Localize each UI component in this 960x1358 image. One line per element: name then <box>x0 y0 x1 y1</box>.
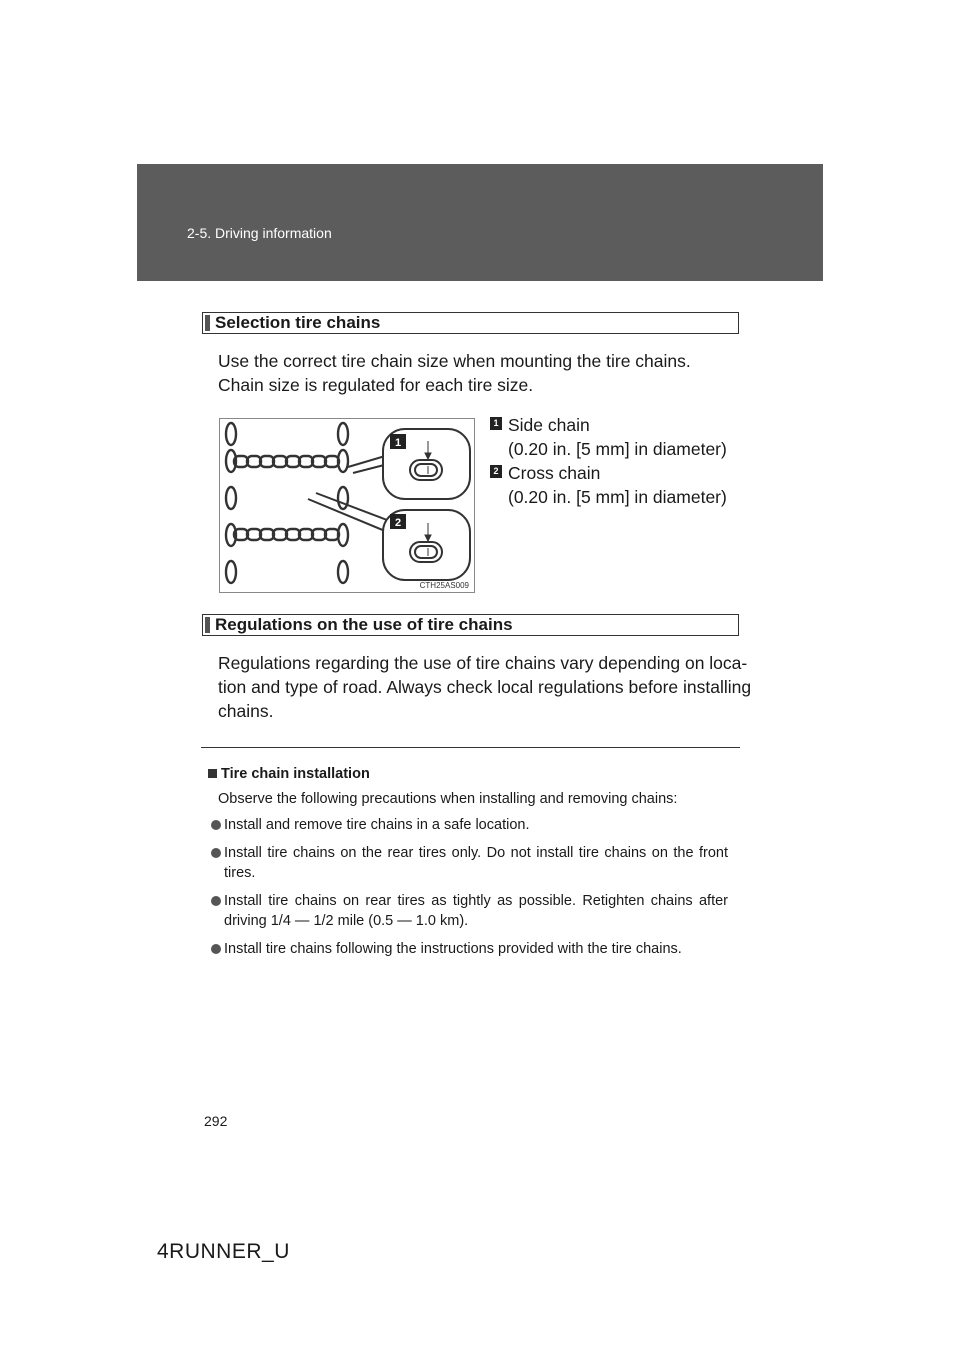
regulations-line-1: Regulations regarding the use of tire chains vary depending on loca- <box>218 653 748 673</box>
note-intro: Observe the following precautions when installing and removing chains: <box>218 791 678 807</box>
list-item <box>208 843 728 883</box>
divider <box>201 747 740 748</box>
bullet-icon <box>211 896 221 906</box>
fig-badge-2: 2 <box>394 517 402 529</box>
figure-code: CTH25AS009 <box>419 581 469 590</box>
callout-2-line-1: Cross chain <box>508 463 601 483</box>
bullet-icon <box>211 820 221 830</box>
regulations-line-3: chains. <box>218 701 274 721</box>
bullet-text: Install and remove tire chains in a safe location. <box>224 817 530 833</box>
bullet-icon <box>211 944 221 954</box>
square-bullet-icon <box>208 769 217 778</box>
callout-badge-2: 2 <box>490 465 502 478</box>
bullet-text: Install tire chains on rear tires as tightly as possible. Retighten chains after driving 1/4 — 1/2 mile (0.5 — 1.0 km). <box>224 893 728 929</box>
note-title-text: Tire chain installation <box>221 766 370 782</box>
section-title: 2-5. Driving information <box>187 225 332 241</box>
callout-1-line-2: (0.20 in. [5 mm] in diameter) <box>508 439 727 459</box>
upper-cross-chain <box>234 456 339 467</box>
callout-1-line-1: Side chain <box>508 415 590 435</box>
bullet-text: Install tire chains on the rear tires only. Do not install tire chains on the front tires. <box>224 845 728 881</box>
selection-line-2: Chain size is regulated for each tire size. <box>218 375 534 395</box>
bullet-text: Install tire chains following the instructions provided with the tire chains. <box>224 941 682 957</box>
selection-heading: Selection tire chains <box>202 312 739 334</box>
list-item <box>208 891 728 931</box>
document-id: 4RUNNER_U <box>157 1240 290 1263</box>
header-band <box>137 164 823 281</box>
note-block <box>208 765 728 967</box>
selection-line-1: Use the correct tire chain size when mounting the tire chains. <box>218 351 691 371</box>
callout-2-line-2: (0.20 in. [5 mm] in diameter) <box>508 487 727 507</box>
tire-chain-illustration <box>219 418 475 593</box>
regulations-heading: Regulations on the use of tire chains <box>202 614 739 636</box>
fig-badge-1: 1 <box>394 437 402 449</box>
list-item <box>208 939 728 959</box>
bullet-icon <box>211 848 221 858</box>
note-bullets <box>208 815 728 959</box>
callout-badge-1: 1 <box>490 417 502 430</box>
lower-cross-chain <box>234 529 339 540</box>
page-number: 292 <box>204 1113 228 1129</box>
regulations-line-2: tion and type of road. Always check local regulations before installing <box>218 677 752 697</box>
left-side-chain <box>226 423 236 583</box>
list-item <box>208 815 728 835</box>
chain-diagram-icon <box>220 419 476 594</box>
note-title <box>208 765 728 783</box>
